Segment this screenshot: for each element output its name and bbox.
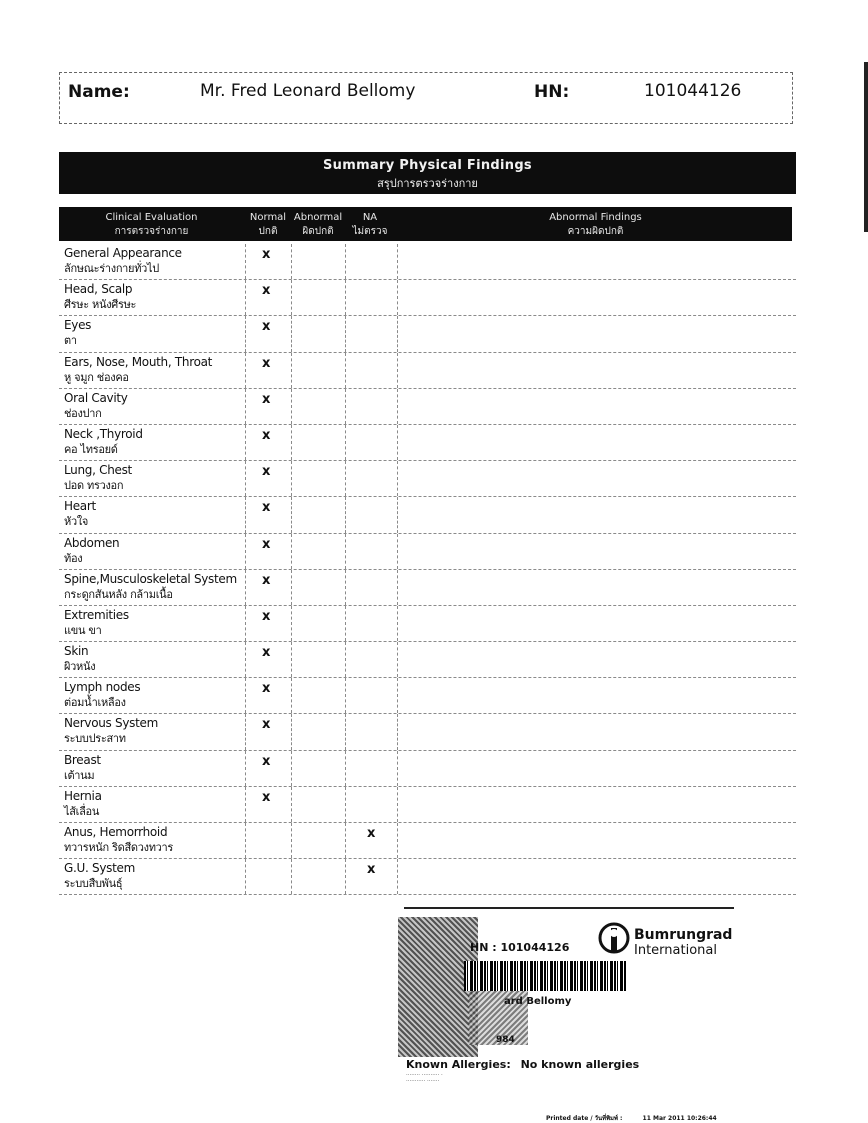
clinical-item — [64, 716, 249, 746]
normal-mark: x — [262, 427, 271, 443]
column-divider — [245, 642, 246, 677]
clinical-item-en: Lung, Chest — [64, 463, 132, 478]
barcode — [464, 961, 626, 991]
column-divider — [345, 497, 346, 532]
column-divider — [291, 534, 292, 569]
clinical-item — [64, 463, 249, 493]
table-row — [59, 751, 796, 787]
clinical-item-th: หู จมูก ช่องคอ — [64, 370, 129, 384]
column-divider — [345, 859, 346, 894]
column-divider — [245, 461, 246, 496]
table-header — [59, 207, 792, 241]
sticker-top-line — [404, 907, 734, 909]
column-divider — [345, 425, 346, 460]
clinical-item-en: Oral Cavity — [64, 390, 128, 405]
column-divider — [291, 389, 292, 424]
column-divider — [245, 316, 246, 351]
table-row — [59, 353, 796, 389]
normal-mark: x — [262, 608, 271, 624]
column-divider — [291, 570, 292, 605]
clinical-item-th: ผิวหนัง — [64, 660, 96, 674]
column-divider — [245, 244, 246, 279]
clinical-item — [64, 282, 249, 312]
column-divider — [291, 497, 292, 532]
clinical-item-th: ทวารหนัก ริดสีดวงทวาร — [64, 841, 174, 854]
column-divider — [397, 280, 398, 315]
sticker-hn: HN : 101044126 — [470, 941, 570, 954]
normal-mark: x — [262, 789, 271, 805]
column-divider — [397, 244, 398, 279]
column-divider — [397, 823, 398, 858]
clinical-item — [64, 753, 249, 783]
printed-date-label: Printed date / วันที่พิมพ์ : — [546, 1115, 623, 1122]
clinical-item-en: Ears, Nose, Mouth, Throat — [64, 354, 213, 369]
table-row — [59, 425, 796, 461]
column-divider — [245, 497, 246, 532]
clinical-item-th: ไส้เลื่อน — [64, 804, 100, 818]
column-divider — [245, 787, 246, 822]
brand-name: Bumrungrad — [634, 927, 733, 943]
column-divider — [245, 425, 246, 460]
column-divider — [245, 751, 246, 786]
column-divider — [245, 678, 246, 713]
column-divider — [345, 389, 346, 424]
column-divider — [345, 280, 346, 315]
normal-mark: x — [262, 717, 271, 733]
clinical-item-en: Eyes — [64, 318, 92, 333]
col-abnormal-findings: Abnormal Findings ความผิดปกติ — [549, 212, 642, 237]
clinical-item-th: ต่อมน้ำเหลือง — [64, 696, 126, 710]
na-mark: x — [367, 826, 376, 841]
clinical-item — [64, 644, 249, 674]
clinical-item — [64, 680, 249, 710]
clinical-item — [64, 391, 249, 421]
clinical-item-th: ตา — [64, 334, 77, 348]
clinical-item-en: General Appearance — [64, 246, 182, 260]
column-divider — [397, 570, 398, 605]
clinical-item-th: ระบบประสาท — [64, 732, 126, 746]
column-divider — [291, 751, 292, 786]
name-label: Name: — [68, 82, 130, 102]
clinical-item — [64, 608, 249, 638]
col-clinical-evaluation: Clinical Evaluation การตรวจร่างกาย — [105, 212, 198, 237]
column-divider — [291, 787, 292, 822]
column-divider — [397, 859, 398, 894]
column-divider — [245, 353, 246, 388]
column-divider — [291, 353, 292, 388]
clinical-item-en: Anus, Hemorrhoid — [64, 825, 168, 839]
hn-label: HN: — [534, 82, 570, 102]
clinical-item-th: ศีรษะ หนังศีรษะ — [64, 298, 137, 312]
column-divider — [245, 606, 246, 641]
table-row — [59, 244, 796, 280]
table-row — [59, 534, 796, 570]
clinical-item-en: Nervous System — [64, 716, 158, 731]
table-row — [59, 678, 796, 714]
sticker-dob: 984 — [496, 1035, 515, 1045]
column-divider — [291, 244, 292, 279]
column-divider — [291, 859, 292, 894]
na-mark: x — [367, 862, 376, 878]
table-row — [59, 714, 796, 750]
clinical-item — [64, 572, 249, 602]
clinical-item-en: Spine,Musculoskeletal System — [64, 571, 237, 586]
normal-mark: x — [262, 681, 271, 697]
clinical-item-en: Neck ,Thyroid — [64, 426, 143, 441]
column-divider — [345, 642, 346, 677]
column-divider — [397, 461, 398, 496]
table-row — [59, 823, 796, 859]
normal-mark: x — [262, 391, 271, 407]
column-divider — [397, 678, 398, 713]
clinical-item — [64, 499, 249, 529]
clinical-item-en: G.U. System — [64, 861, 135, 876]
column-divider — [397, 316, 398, 351]
column-divider — [291, 461, 292, 496]
clinical-item-th: หัวใจ — [64, 515, 89, 529]
clinical-item-en: Skin — [64, 644, 89, 659]
normal-mark: x — [262, 355, 271, 371]
column-divider — [245, 714, 246, 749]
col-na: NA ไม่ตรวจ — [352, 212, 388, 237]
clinical-item-th: แขน ขา — [64, 623, 102, 637]
column-divider — [397, 606, 398, 641]
column-divider — [245, 859, 246, 894]
clinical-item-th: ช่องปาก — [64, 406, 102, 420]
normal-mark: x — [262, 283, 271, 299]
clinical-item-en: Heart — [64, 499, 96, 514]
table-row — [59, 570, 796, 606]
table-row — [59, 461, 796, 497]
normal-mark: x — [262, 645, 271, 661]
normal-mark: x — [262, 572, 271, 588]
column-divider — [291, 606, 292, 641]
column-divider — [345, 353, 346, 388]
column-divider — [291, 425, 292, 460]
normal-mark: x — [262, 247, 271, 262]
column-divider — [397, 787, 398, 822]
clinical-item-en: Abdomen — [64, 535, 120, 550]
column-divider — [245, 280, 246, 315]
table-row — [59, 606, 796, 642]
section-title-thai: สรุปการตรวจร่างกาย — [377, 177, 478, 190]
known-allergies — [406, 1058, 639, 1071]
column-divider — [291, 714, 292, 749]
column-divider — [345, 678, 346, 713]
clinical-item — [64, 789, 249, 819]
clinical-item — [64, 246, 249, 276]
section-title: Summary Physical Findings — [323, 158, 532, 173]
clinical-item-th: กระดูกสันหลัง กล้ามเนื้อ — [64, 587, 173, 601]
column-divider — [345, 461, 346, 496]
table-row — [59, 389, 796, 425]
table-row — [59, 280, 796, 316]
clinical-item-en: Lymph nodes — [64, 680, 141, 695]
col-abnormal: Abnormal ผิดปกติ — [293, 212, 343, 237]
patient-label-sticker — [398, 905, 738, 1122]
allergy-thai-note: ········ ·········· · ··········· ······· — [406, 1072, 443, 1084]
column-divider — [345, 714, 346, 749]
normal-mark: x — [262, 319, 271, 335]
clinical-item-th: ปอด ทรวงอก — [64, 479, 124, 493]
column-divider — [397, 497, 398, 532]
section-title-bar — [59, 152, 796, 194]
column-divider — [345, 316, 346, 351]
normal-mark: x — [262, 536, 271, 552]
printed-date-value: 11 Mar 2011 10:26:44 — [642, 1115, 717, 1122]
hn-value: 101044126 — [644, 81, 742, 101]
column-divider — [245, 823, 246, 858]
patient-header — [59, 72, 793, 124]
clinical-item — [64, 861, 249, 891]
clinical-item-th: เต้านม — [64, 768, 95, 782]
table-row — [59, 497, 796, 533]
patient-name: Mr. Fred Leonard Bellomy — [200, 81, 416, 101]
table-row — [59, 787, 796, 823]
clinical-item-en: Extremities — [64, 607, 129, 622]
normal-mark: x — [262, 464, 271, 480]
scan-edge-mark — [864, 62, 868, 232]
column-divider — [397, 425, 398, 460]
column-divider — [397, 751, 398, 786]
table-row — [59, 859, 796, 895]
allergy-value: No known allergies — [520, 1058, 640, 1071]
bumrungrad-logo-icon — [598, 922, 630, 956]
column-divider — [345, 751, 346, 786]
brand-subtitle: International — [634, 943, 717, 958]
column-divider — [245, 534, 246, 569]
column-divider — [345, 606, 346, 641]
clinical-item — [64, 427, 249, 457]
clinical-item-en: Head, Scalp — [64, 282, 133, 297]
table-row — [59, 642, 796, 678]
clinical-item-en: Hernia — [64, 788, 102, 803]
findings-table-body — [59, 244, 796, 895]
clinical-item-th: ท้อง — [64, 551, 83, 565]
column-divider — [397, 534, 398, 569]
column-divider — [345, 787, 346, 822]
table-row — [59, 316, 796, 352]
clinical-item-th: คอ ไทรอยด์ — [64, 442, 118, 456]
column-divider — [245, 570, 246, 605]
clinical-item — [64, 355, 249, 385]
clinical-item-th: ระบบสืบพันธุ์ — [64, 877, 123, 891]
column-divider — [291, 316, 292, 351]
column-divider — [397, 714, 398, 749]
col-normal: Normal ปกติ — [249, 212, 287, 237]
column-divider — [291, 280, 292, 315]
column-divider — [345, 534, 346, 569]
column-divider — [397, 389, 398, 424]
allergy-label: Known Allergies: — [406, 1058, 511, 1071]
column-divider — [245, 389, 246, 424]
clinical-item — [64, 536, 249, 566]
column-divider — [345, 244, 346, 279]
clinical-item — [64, 318, 249, 348]
clinical-item-th: ลักษณะร่างกายทั่วไป — [64, 262, 159, 275]
column-divider — [345, 823, 346, 858]
column-divider — [291, 823, 292, 858]
column-divider — [345, 570, 346, 605]
normal-mark: x — [262, 500, 271, 516]
column-divider — [291, 642, 292, 677]
column-divider — [397, 353, 398, 388]
clinical-item — [64, 825, 249, 855]
sticker-patient-name: ard Bellomy — [504, 996, 572, 1007]
column-divider — [291, 678, 292, 713]
column-divider — [397, 642, 398, 677]
clinical-item-en: Breast — [64, 752, 101, 767]
normal-mark: x — [262, 753, 271, 769]
